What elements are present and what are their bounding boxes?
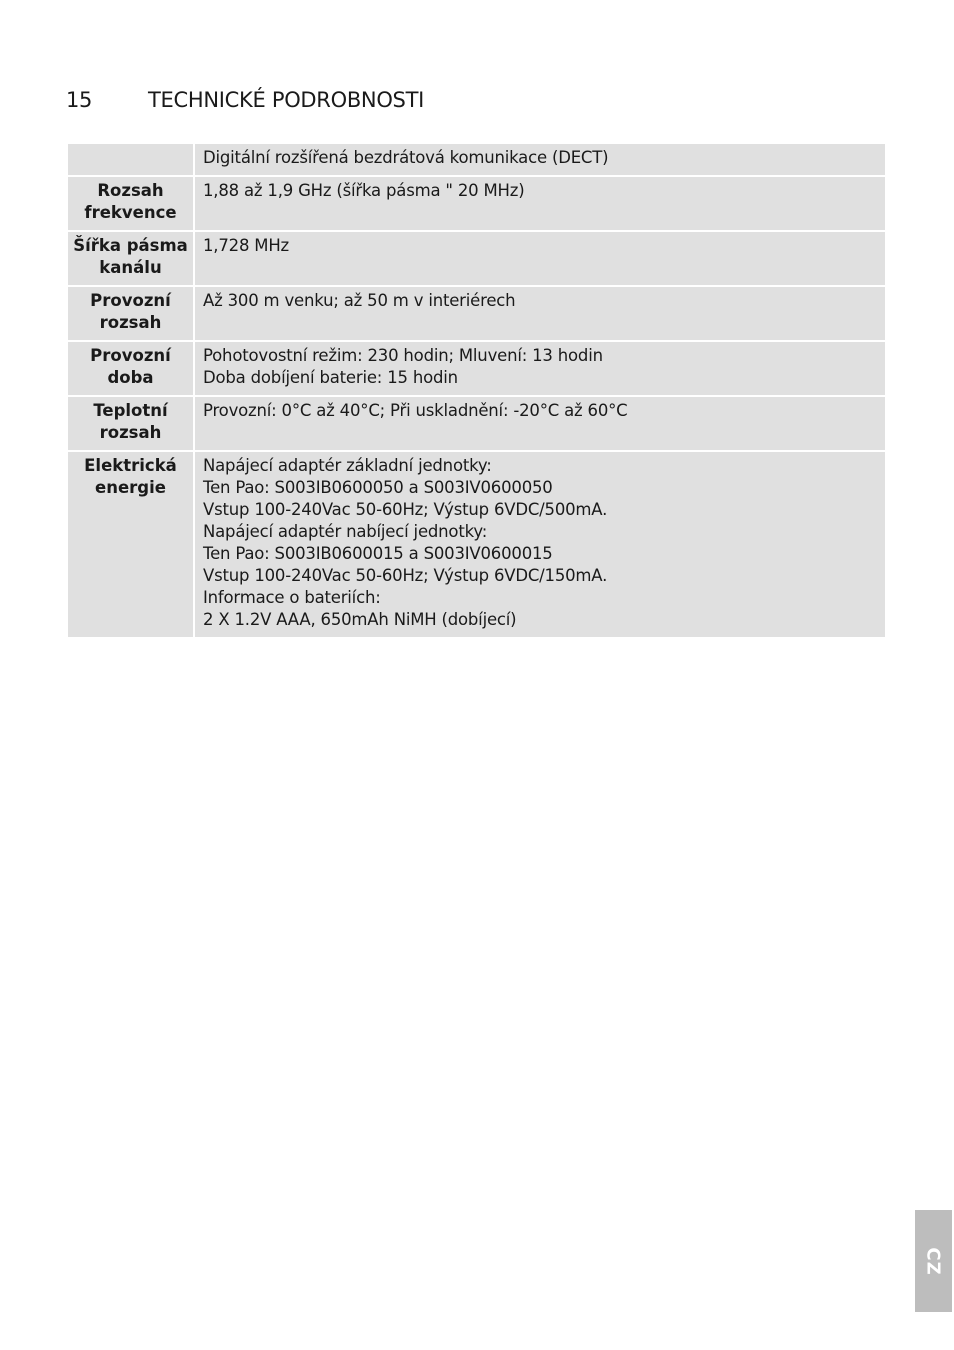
spec-value-line: Vstup 100-240Vac 50-60Hz; Výstup 6VDC/500mA. — [203, 500, 608, 519]
spec-value-line: Napájecí adaptér základní jednotky: — [203, 456, 492, 475]
spec-value-line: Ten Pao: S003IB0600015 a S003IV0600015 — [203, 544, 553, 563]
spec-value — [195, 177, 885, 230]
table-row — [68, 397, 885, 450]
spec-label: Elektrická energie — [68, 452, 193, 637]
spec-value — [195, 452, 885, 637]
specifications-table — [66, 142, 887, 639]
spec-value-line: Až 300 m venku; až 50 m v interiérech — [203, 291, 516, 310]
language-tab-label: CZ — [922, 1246, 944, 1276]
spec-value-line: Vstup 100-240Vac 50-60Hz; Výstup 6VDC/150mA. — [203, 566, 608, 585]
spec-label: Provozní rozsah — [68, 287, 193, 340]
spec-value — [195, 342, 885, 395]
language-tab — [915, 1210, 952, 1312]
spec-label — [68, 144, 193, 175]
table-row — [68, 144, 885, 175]
section-number: 15 — [66, 88, 93, 112]
spec-value-line: 2 X 1.2V AAA, 650mAh NiMH (dobíjecí) — [203, 610, 517, 629]
spec-value-line: Napájecí adaptér nabíjecí jednotky: — [203, 522, 488, 541]
table-row — [68, 232, 885, 285]
spec-value-line: Ten Pao: S003IB0600050 a S003IV0600050 — [203, 478, 553, 497]
spec-value-line: Doba dobíjení baterie: 15 hodin — [203, 368, 458, 387]
spec-value-line: Informace o bateriích: — [203, 588, 381, 607]
spec-value — [195, 232, 885, 285]
spec-label: Rozsah frekvence — [68, 177, 193, 230]
spec-value — [195, 144, 885, 175]
table-row — [68, 452, 885, 637]
spec-value-line: 1,88 až 1,9 GHz (šířka pásma " 20 MHz) — [203, 181, 525, 200]
spec-label: Šířka pásma kanálu — [68, 232, 193, 285]
table-row — [68, 287, 885, 340]
spec-value-line: Provozní: 0°C až 40°C; Při uskladnění: -20°C až 60°C — [203, 401, 628, 420]
section-title: TECHNICKÉ PODROBNOSTI — [148, 88, 425, 112]
section-heading — [66, 88, 424, 112]
spec-value-line: Pohotovostní režim: 230 hodin; Mluvení: 13 hodin — [203, 346, 603, 365]
spec-value — [195, 287, 885, 340]
spec-value-line: Digitální rozšířená bezdrátová komunikace (DECT) — [203, 148, 609, 167]
table-row — [68, 177, 885, 230]
spec-label: Teplotní rozsah — [68, 397, 193, 450]
spec-label: Provozní doba — [68, 342, 193, 395]
spec-value — [195, 397, 885, 450]
spec-value-line: 1,728 MHz — [203, 236, 289, 255]
table-row — [68, 342, 885, 395]
